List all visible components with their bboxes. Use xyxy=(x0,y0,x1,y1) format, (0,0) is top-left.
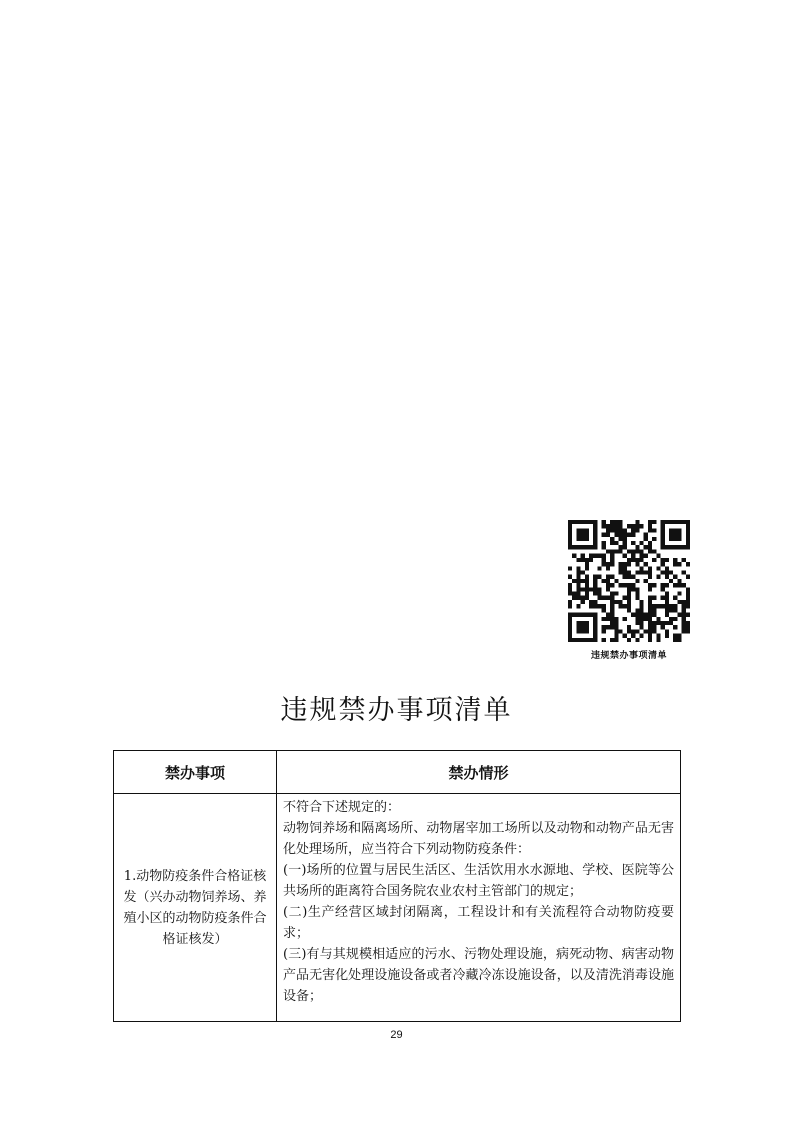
table-header-row xyxy=(114,751,681,794)
qr-block xyxy=(568,520,690,661)
qr-code-icon xyxy=(568,520,690,642)
prohibited-items-table xyxy=(113,750,681,1022)
condition-line: (三)有与其规模相适应的污水、污物处理设施，病死动物、病害动物产品无害化处理设施设备或者冷藏冷冻设施设备，以及清洗消毒设施设备； xyxy=(283,947,674,1004)
condition-line: 不符合下述规定的： xyxy=(283,800,401,815)
prohibited-item-cell: 1.动物防疫条件合格证核发（兴办动物饲养场、养殖小区的动物防疫条件合格证核发） xyxy=(114,794,277,1022)
prohibited-condition-cell xyxy=(277,794,681,1022)
qr-caption: 违规禁办事项清单 xyxy=(590,651,667,661)
page-title: 违规禁办事项清单 xyxy=(280,695,513,726)
page-number: 29 xyxy=(390,1029,403,1041)
table-row xyxy=(114,794,681,1022)
condition-line: (一)场所的位置与居民生活区、生活饮用水水源地、学校、医院等公共场所的距离符合国务院农业农村主管部门的规定； xyxy=(283,863,674,899)
header-prohibited-condition: 禁办情形 xyxy=(277,751,681,794)
condition-line: (二)生产经营区域封闭隔离，工程设计和有关流程符合动物防疫要求； xyxy=(283,905,674,941)
header-prohibited-item: 禁办事项 xyxy=(114,751,277,794)
condition-line: 动物饲养场和隔离场所、动物屠宰加工场所以及动物和动物产品无害化处理场所，应当符合下列动物防疫条件： xyxy=(283,821,674,857)
